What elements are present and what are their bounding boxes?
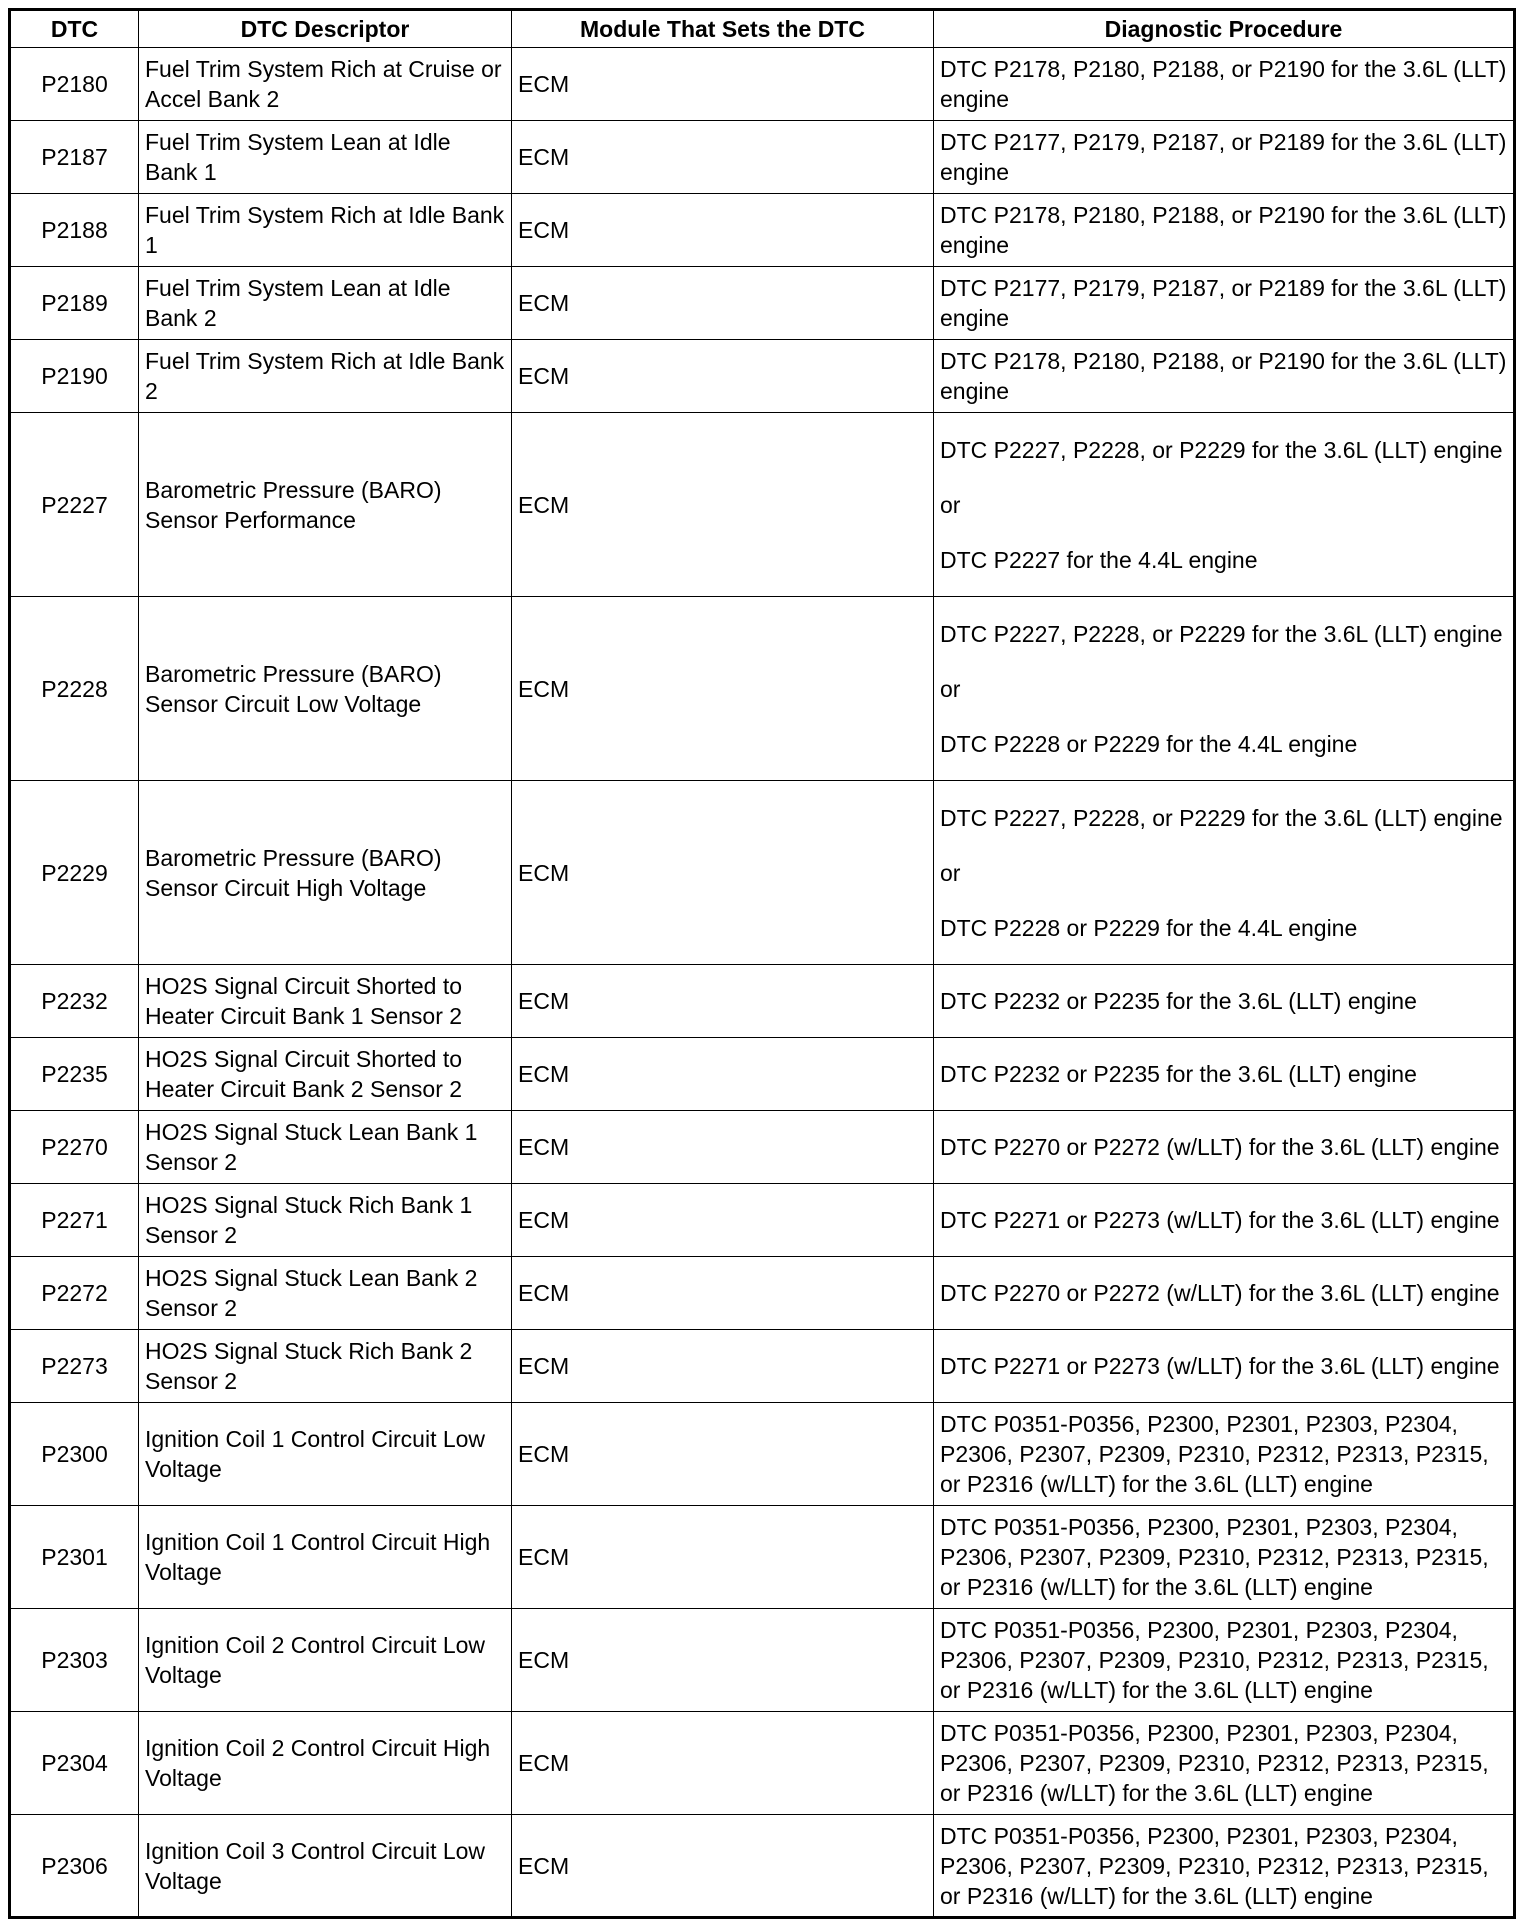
module-cell: ECM <box>512 340 934 413</box>
dtc-descriptor-cell: HO2S Signal Stuck Rich Bank 1 Sensor 2 <box>139 1184 512 1257</box>
procedure-text: DTC P2177, P2179, P2187, or P2189 for the 3.6L (LLT) engine <box>940 275 1507 331</box>
module-cell: ECM <box>512 1609 934 1712</box>
table-row <box>10 965 1515 1038</box>
module-cell: ECM <box>512 965 934 1038</box>
table-row <box>10 1257 1515 1330</box>
dtc-code-cell: P2235 <box>10 1038 139 1111</box>
table-row <box>10 121 1515 194</box>
dtc-code-cell: P2304 <box>10 1712 139 1815</box>
dtc-code-cell: P2187 <box>10 121 139 194</box>
module-cell: ECM <box>512 48 934 121</box>
procedure-text: DTC P2178, P2180, P2188, or P2190 for the 3.6L (LLT) engine <box>940 56 1507 112</box>
procedure-or-text: or <box>940 859 961 886</box>
table-row <box>10 267 1515 340</box>
dtc-code-cell: P2190 <box>10 340 139 413</box>
module-cell: ECM <box>512 1184 934 1257</box>
header-module: Module That Sets the DTC <box>512 10 934 48</box>
table-row <box>10 1184 1515 1257</box>
diagnostic-procedure-cell <box>934 340 1515 413</box>
dtc-descriptor-cell: Fuel Trim System Rich at Idle Bank 2 <box>139 340 512 413</box>
diagnostic-procedure-cell <box>934 1330 1515 1403</box>
dtc-code-cell: P2300 <box>10 1403 139 1506</box>
table-row <box>10 194 1515 267</box>
module-cell: ECM <box>512 597 934 781</box>
dtc-code-cell: P2228 <box>10 597 139 781</box>
header-dtc-descriptor: DTC Descriptor <box>139 10 512 48</box>
dtc-code-cell: P2271 <box>10 1184 139 1257</box>
dtc-code-cell: P2227 <box>10 413 139 597</box>
diagnostic-procedure-cell <box>934 267 1515 340</box>
procedure-text: DTC P2271 or P2273 (w/LLT) for the 3.6L (LLT) engine <box>940 1353 1500 1379</box>
module-cell: ECM <box>512 781 934 965</box>
module-cell: ECM <box>512 121 934 194</box>
dtc-descriptor-cell: Barometric Pressure (BARO) Sensor Circuit Low Voltage <box>139 597 512 781</box>
procedure-text: DTC P2227, P2228, or P2229 for the 3.6L (LLT) engine <box>940 620 1503 647</box>
module-cell: ECM <box>512 1506 934 1609</box>
procedure-text: DTC P2227, P2228, or P2229 for the 3.6L (LLT) engine <box>940 436 1503 463</box>
diagnostic-procedure-cell <box>934 1403 1515 1506</box>
dtc-code-cell: P2273 <box>10 1330 139 1403</box>
dtc-descriptor-cell: Fuel Trim System Lean at Idle Bank 2 <box>139 267 512 340</box>
table-row <box>10 1330 1515 1403</box>
diagnostic-procedure-cell <box>934 194 1515 267</box>
table-row <box>10 1506 1515 1609</box>
module-cell: ECM <box>512 1038 934 1111</box>
dtc-descriptor-cell: HO2S Signal Circuit Shorted to Heater Circuit Bank 1 Sensor 2 <box>139 965 512 1038</box>
dtc-code-cell: P2189 <box>10 267 139 340</box>
dtc-descriptor-cell: Fuel Trim System Lean at Idle Bank 1 <box>139 121 512 194</box>
procedure-text <box>940 888 1507 913</box>
diagnostic-procedure-cell <box>934 413 1515 597</box>
procedure-text: DTC P2232 or P2235 for the 3.6L (LLT) engine <box>940 988 1417 1014</box>
dtc-descriptor-cell: Fuel Trim System Rich at Cruise or Accel Bank 2 <box>139 48 512 121</box>
procedure-text: DTC P2270 or P2272 (w/LLT) for the 3.6L (LLT) engine <box>940 1280 1500 1306</box>
procedure-text: DTC P0351-P0356, P2300, P2301, P2303, P2304, P2306, P2307, P2309, P2310, P2312, P2313, P2315, or P2316 (w/LLT) for the 3.6L (LLT) engine <box>940 1411 1489 1497</box>
procedure-text: DTC P2228 or P2229 for the 4.4L engine <box>940 730 1358 757</box>
procedure-text: DTC P2271 or P2273 (w/LLT) for the 3.6L (LLT) engine <box>940 1207 1500 1233</box>
table-row <box>10 1038 1515 1111</box>
procedure-text: DTC P2232 or P2235 for the 3.6L (LLT) engine <box>940 1061 1417 1087</box>
dtc-descriptor-cell: Ignition Coil 2 Control Circuit High Voltage <box>139 1712 512 1815</box>
procedure-text <box>940 833 1507 858</box>
dtc-table <box>8 8 1516 1919</box>
diagnostic-procedure-cell <box>934 1257 1515 1330</box>
procedure-text <box>940 465 1507 490</box>
procedure-text: DTC P2227 for the 4.4L engine <box>940 546 1258 573</box>
diagnostic-procedure-cell <box>934 965 1515 1038</box>
module-cell: ECM <box>512 413 934 597</box>
diagnostic-procedure-cell <box>934 1038 1515 1111</box>
dtc-code-cell: P2306 <box>10 1815 139 1918</box>
table-row <box>10 1403 1515 1506</box>
procedure-text <box>940 520 1507 545</box>
dtc-descriptor-cell: Fuel Trim System Rich at Idle Bank 1 <box>139 194 512 267</box>
diagnostic-procedure-cell <box>934 1111 1515 1184</box>
dtc-descriptor-cell: Barometric Pressure (BARO) Sensor Performance <box>139 413 512 597</box>
dtc-code-cell: P2232 <box>10 965 139 1038</box>
diagnostic-procedure-cell <box>934 597 1515 781</box>
module-cell: ECM <box>512 1712 934 1815</box>
dtc-code-cell: P2301 <box>10 1506 139 1609</box>
procedure-or-text: or <box>940 491 961 518</box>
table-row <box>10 1712 1515 1815</box>
procedure-text: DTC P2177, P2179, P2187, or P2189 for the 3.6L (LLT) engine <box>940 129 1507 185</box>
procedure-text: DTC P0351-P0356, P2300, P2301, P2303, P2304, P2306, P2307, P2309, P2310, P2312, P2313, P2315, or P2316 (w/LLT) for the 3.6L (LLT) engine <box>940 1514 1489 1600</box>
diagnostic-procedure-cell <box>934 781 1515 965</box>
table-header-row <box>10 10 1515 48</box>
diagnostic-procedure-cell <box>934 1184 1515 1257</box>
dtc-descriptor-cell: Barometric Pressure (BARO) Sensor Circuit High Voltage <box>139 781 512 965</box>
dtc-descriptor-cell: HO2S Signal Stuck Rich Bank 2 Sensor 2 <box>139 1330 512 1403</box>
dtc-code-cell: P2188 <box>10 194 139 267</box>
module-cell: ECM <box>512 1403 934 1506</box>
table-row <box>10 781 1515 965</box>
procedure-text: DTC P0351-P0356, P2300, P2301, P2303, P2304, P2306, P2307, P2309, P2310, P2312, P2313, P2315, or P2316 (w/LLT) for the 3.6L (LLT) engine <box>940 1720 1489 1806</box>
procedure-text: DTC P2227, P2228, or P2229 for the 3.6L (LLT) engine <box>940 804 1503 831</box>
dtc-descriptor-cell: Ignition Coil 1 Control Circuit Low Voltage <box>139 1403 512 1506</box>
procedure-text: DTC P2178, P2180, P2188, or P2190 for the 3.6L (LLT) engine <box>940 348 1507 404</box>
dtc-code-cell: P2180 <box>10 48 139 121</box>
dtc-descriptor-cell: Ignition Coil 1 Control Circuit High Voltage <box>139 1506 512 1609</box>
table-body <box>10 48 1515 1918</box>
diagnostic-procedure-cell <box>934 48 1515 121</box>
table-row <box>10 1815 1515 1918</box>
module-cell: ECM <box>512 267 934 340</box>
header-diagnostic-procedure: Diagnostic Procedure <box>934 10 1515 48</box>
module-cell: ECM <box>512 1111 934 1184</box>
dtc-descriptor-cell: HO2S Signal Stuck Lean Bank 2 Sensor 2 <box>139 1257 512 1330</box>
diagnostic-procedure-cell <box>934 1712 1515 1815</box>
dtc-code-cell: P2303 <box>10 1609 139 1712</box>
diagnostic-procedure-cell <box>934 1815 1515 1918</box>
diagnostic-procedure-cell <box>934 1506 1515 1609</box>
module-cell: ECM <box>512 1815 934 1918</box>
procedure-text <box>940 649 1507 674</box>
table-row <box>10 1111 1515 1184</box>
dtc-descriptor-cell: Ignition Coil 3 Control Circuit Low Voltage <box>139 1815 512 1918</box>
procedure-text: DTC P0351-P0356, P2300, P2301, P2303, P2304, P2306, P2307, P2309, P2310, P2312, P2313, P2315, or P2316 (w/LLT) for the 3.6L (LLT) engine <box>940 1822 1489 1909</box>
diagnostic-procedure-cell <box>934 1609 1515 1712</box>
dtc-code-cell: P2270 <box>10 1111 139 1184</box>
procedure-text: DTC P0351-P0356, P2300, P2301, P2303, P2304, P2306, P2307, P2309, P2310, P2312, P2313, P2315, or P2316 (w/LLT) for the 3.6L (LLT) engine <box>940 1617 1489 1703</box>
table-row <box>10 340 1515 413</box>
dtc-code-cell: P2272 <box>10 1257 139 1330</box>
dtc-descriptor-cell: Ignition Coil 2 Control Circuit Low Voltage <box>139 1609 512 1712</box>
table-row <box>10 48 1515 121</box>
table-row <box>10 1609 1515 1712</box>
header-dtc: DTC <box>10 10 139 48</box>
dtc-descriptor-cell: HO2S Signal Circuit Shorted to Heater Circuit Bank 2 Sensor 2 <box>139 1038 512 1111</box>
dtc-descriptor-cell: HO2S Signal Stuck Lean Bank 1 Sensor 2 <box>139 1111 512 1184</box>
procedure-text: DTC P2178, P2180, P2188, or P2190 for the 3.6L (LLT) engine <box>940 202 1507 258</box>
procedure-text <box>940 704 1507 729</box>
table-row <box>10 413 1515 597</box>
module-cell: ECM <box>512 1330 934 1403</box>
dtc-code-cell: P2229 <box>10 781 139 965</box>
module-cell: ECM <box>512 1257 934 1330</box>
procedure-text: DTC P2270 or P2272 (w/LLT) for the 3.6L (LLT) engine <box>940 1134 1500 1160</box>
procedure-or-text: or <box>940 675 961 702</box>
table-row <box>10 597 1515 781</box>
module-cell: ECM <box>512 194 934 267</box>
diagnostic-procedure-cell <box>934 121 1515 194</box>
procedure-text: DTC P2228 or P2229 for the 4.4L engine <box>940 914 1358 941</box>
